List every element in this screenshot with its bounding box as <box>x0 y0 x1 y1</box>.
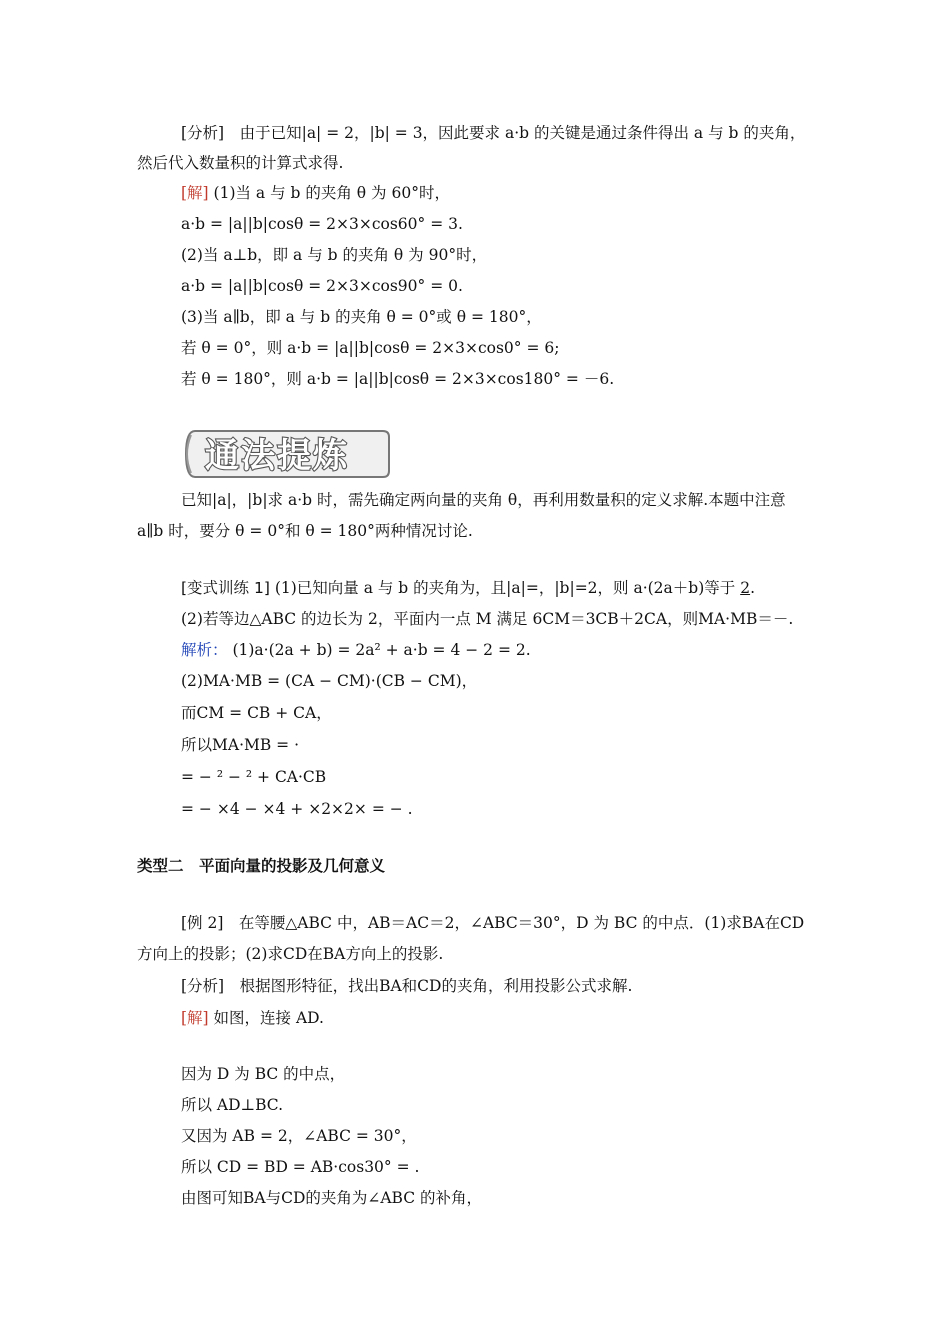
solution-2-line-2: (2)MA·MB = (CA − CM)·(CB − CM)， <box>181 672 478 690</box>
solution-3-line-2: 因为 D 为 BC 的中点， <box>181 1065 346 1083</box>
solution-2-line-6: = − ×4 − ×4 + ×2×2× = − . <box>181 800 413 818</box>
solution-3-line-1 <box>181 1008 324 1028</box>
solution-1-line-3: (2)当 a⊥b，即 a 与 b 的夹角 θ 为 90°时， <box>181 246 488 264</box>
analysis-1-line-1: [分析] 由于已知|a| = 2，|b| = 3，因此要求 a·b 的关键是通过条件得出 a 与 b 的夹角， <box>181 124 806 142</box>
solution-3-line-3: 所以 AD⊥BC. <box>181 1096 284 1114</box>
method-banner <box>183 425 393 483</box>
solution-1-line-6: 若 θ = 0°，则 a·b = |a||b|cosθ = 2×3×cos0° = 6; <box>181 339 560 357</box>
solution-2-line-3: 而CM = CB + CA， <box>181 704 332 722</box>
solution-1-line-4: a·b = |a||b|cosθ = 2×3×cos90° = 0. <box>181 277 463 295</box>
method-line-1: 已知|a|，|b|求 a·b 时，需先确定两向量的夹角 θ，再利用数量积的定义求解.本题中注意 <box>181 491 786 509</box>
exercise-answer: 2 <box>740 579 751 597</box>
solution-1-line-7: 若 θ = 180°，则 a·b = |a||b|cosθ = 2×3×cos180° = －6. <box>181 370 615 388</box>
exercise-end: . <box>750 579 756 597</box>
exercise-1-line-1 <box>181 578 755 598</box>
solution-3-tag: [解] <box>181 1009 209 1027</box>
solution-2-line-4: 所以MA·MB = · <box>181 736 300 754</box>
solution-1-line-5: (3)当 a∥b，即 a 与 b 的夹角 θ = 0°或 θ = 180°， <box>181 308 542 326</box>
analysis-2-line: [分析] 根据图形特征，找出BA和CD的夹角，利用投影公式求解. <box>181 977 633 995</box>
solution-2-line-1 <box>181 640 531 660</box>
method-line-2: a∥b 时，要分 θ = 0°和 θ = 180°两种情况讨论. <box>137 522 473 540</box>
method-banner-text: 通法提炼 <box>205 436 349 476</box>
solution-3-line-4: 又因为 AB = 2，∠ABC = 30°， <box>181 1127 417 1145</box>
exercise-text: (1)已知向量 a 与 b 的夹角为，且|a|=，|b|=2，则 a·(2a＋b)等于 <box>274 579 736 597</box>
solution-1-line-2: a·b = |a||b|cosθ = 2×3×cos60° = 3. <box>181 215 463 233</box>
solution-3-text: 如图，连接 AD. <box>213 1009 324 1027</box>
solution-1-line-1 <box>181 183 450 203</box>
solution-tag: [解] <box>181 184 209 202</box>
analysis-tag: 解析： <box>181 641 228 659</box>
analysis-1-line-2: 然后代入数量积的计算式求得. <box>137 154 344 172</box>
solution-2-text: (1)a·(2a + b) = 2a² + a·b = 4 − 2 = 2. <box>232 641 531 659</box>
exercise-1-line-2: (2)若等边△ABC 的边长为 2，平面内一点 M 满足 6CM＝3CB＋2CA，则MA·MB＝－. <box>181 610 794 628</box>
solution-text: (1)当 a 与 b 的夹角 θ 为 60°时， <box>213 184 450 202</box>
solution-2-line-5: = − ² − ² + CA·CB <box>181 768 327 786</box>
section-2-title: 类型二 平面向量的投影及几何意义 <box>137 857 386 875</box>
exercise-tag: [变式训练 1] <box>181 579 270 597</box>
solution-3-line-6: 由图可知BA与CD的夹角为∠ABC 的补角， <box>181 1189 483 1207</box>
solution-3-line-5: 所以 CD = BD = AB·cos30° = . <box>181 1158 420 1176</box>
example-2-line-2: 方向上的投影；(2)求CD在BA方向上的投影. <box>137 945 444 963</box>
example-2-line-1: [例 2] 在等腰△ABC 中，AB＝AC＝2，∠ABC＝30°，D 为 BC 的中点．(1)求BA在CD <box>181 914 805 932</box>
